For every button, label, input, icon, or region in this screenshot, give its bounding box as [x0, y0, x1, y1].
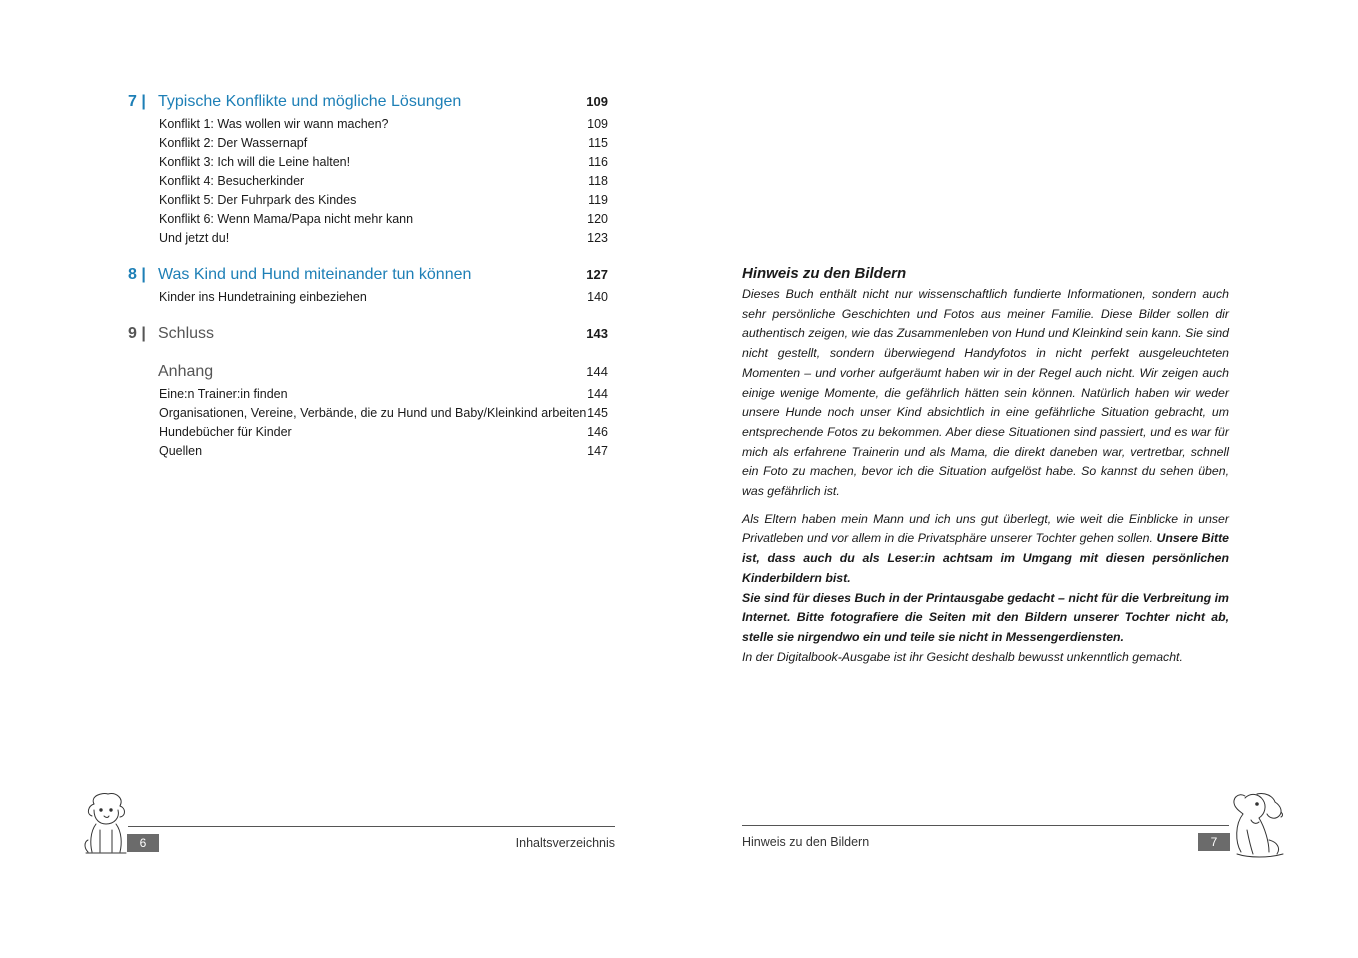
toc-entry-page: 118: [588, 174, 608, 188]
toc-entry-title: Konflikt 2: Der Wassernapf: [159, 136, 308, 150]
dog-sitting-icon: [80, 790, 132, 856]
toc-chapter-9[interactable]: [128, 325, 608, 347]
chapter-page: 109: [586, 94, 608, 109]
chapter-title: Was Kind und Hund miteinander tun können: [158, 266, 472, 283]
note-paragraph-3-bold: Sie sind für dieses Buch in der Printausgabe gedacht – nicht für die Verbreitung im Internet. Bitte fotografiere die Seiten mit den Bildern unserer Tochter nicht ab, stelle sie nirgendwo ein und teile sie nicht in Messengerdiensten.: [742, 590, 1229, 644]
page-number-badge: 7: [1198, 833, 1230, 851]
chapter-page: 143: [586, 326, 608, 341]
note-paragraph-2: [742, 510, 1229, 589]
toc-entry-page: 123: [587, 231, 608, 245]
toc-appendix[interactable]: [128, 363, 608, 461]
toc-entry-title: Kinder ins Hundetraining einbeziehen: [159, 290, 367, 304]
note-heading: Hinweis zu den Bildern: [742, 265, 907, 282]
note-paragraph-2-bold: Unsere Bitte ist, dass auch du als Leser:in achtsam im Umgang mit diesen persönlichen Kinderbildern bist.: [742, 531, 1230, 585]
toc-entry-page: 119: [588, 193, 608, 207]
toc-entry[interactable]: [159, 172, 608, 191]
page-number-badge: 6: [127, 834, 159, 852]
chapter-number: 7 |: [128, 93, 146, 110]
footer-rule: [742, 825, 1229, 826]
toc-entry[interactable]: [159, 153, 608, 172]
toc-entry-page: 140: [587, 290, 608, 304]
toc-entry-title: Hundebücher für Kinder: [159, 425, 292, 439]
toc-entry-title: Quellen: [159, 444, 203, 458]
toc-chapter-7[interactable]: [128, 93, 608, 248]
toc-entry[interactable]: [159, 210, 608, 229]
footer-rule: [128, 826, 615, 827]
running-footer-title: Hinweis zu den Bildern: [742, 835, 870, 849]
toc-entry[interactable]: [159, 191, 608, 210]
chapter-title: Typische Konflikte und mögliche Lösungen: [158, 93, 462, 110]
appendix-page: 144: [586, 364, 608, 379]
note-paragraph-4: In der Digitalbook-Ausgabe ist ihr Gesicht deshalb bewusst unkenntlich gemacht.: [742, 649, 1183, 664]
toc-entry[interactable]: [159, 115, 608, 134]
appendix-title: Anhang: [158, 363, 214, 380]
note-paragraph-2-plain: Als Eltern haben mein Mann und ich uns gut überlegt, wie weit die Einblicke in unser Privatleben und vor allem in die Privatsphäre unserer Tochter gehen sollen.: [742, 511, 1229, 546]
chapter-number: 8 |: [128, 266, 146, 283]
toc-entry-title: Und jetzt du!: [159, 231, 230, 245]
toc-entry[interactable]: [159, 404, 608, 423]
toc-entry-title: Eine:n Trainer:in finden: [159, 387, 288, 401]
toc-entry-page: 144: [587, 387, 608, 401]
toc-chapter-8[interactable]: [128, 266, 608, 307]
dog-puppy-icon: [1225, 790, 1287, 860]
chapter-number: 9 |: [128, 325, 146, 342]
toc-entry[interactable]: [159, 442, 608, 461]
image-note-section: [742, 264, 1229, 667]
toc-entry[interactable]: [159, 134, 608, 153]
note-paragraph-1: Dieses Buch enthält nicht nur wissenschaftlich fundierte Informationen, sondern auch sehr persönliche Geschichten und Fotos aus meiner Familie. Diese Bilder sollen dir authentisch zeigen, wie das Zusammenleben von Hund und Kleinkind sein kann. Sie sind nicht gestellt, sondern überwiegend Handyfotos in nicht perfekt ausgeleuchteten Momenten – und vorher aufgeräumt haben wir in der Regel auch nicht. Wir zeigen auch einige wenige Momente, die gefährlich hätten sein können. Natürlich haben wir weder unsere Hunde noch unser Kind absichtlich in eine gefährliche Situation gebracht, um entsprechende Fotos zu bekommen. Aber diese Situationen sind passiert, und es war für mich als erfahrene Trainerin und als Mama, die direkt daneben war, vertretbar, schnell ein Foto zu machen, bevor ich die Situation aufgelöst habe. So kannst du sehen üben, was gefährlich ist.: [742, 287, 1229, 499]
toc-entry[interactable]: [159, 423, 608, 442]
toc-entry-page: 115: [588, 136, 608, 150]
toc-entry-page: 147: [587, 444, 608, 458]
toc-entry-title: Konflikt 4: Besucherkinder: [159, 174, 305, 188]
toc-entry[interactable]: [159, 385, 608, 404]
toc-entry-page: 109: [587, 117, 608, 131]
chapter-title: Schluss: [158, 325, 215, 342]
toc-entry-page: 116: [588, 155, 608, 169]
toc-entry-title: Konflikt 1: Was wollen wir wann machen?: [159, 117, 389, 131]
toc-entry-title: Konflikt 6: Wenn Mama/Papa nicht mehr kann: [159, 212, 414, 226]
toc-entry-page: 120: [587, 212, 608, 226]
toc-entry[interactable]: [159, 288, 608, 307]
chapter-page: 127: [586, 267, 608, 282]
note-paragraph-3: [742, 589, 1229, 648]
running-footer-title: Inhaltsverzeichnis: [515, 836, 615, 850]
toc-entry-title: Konflikt 5: Der Fuhrpark des Kindes: [159, 193, 357, 207]
toc-entry[interactable]: [159, 229, 608, 248]
toc-entry-page: 145: [587, 406, 608, 420]
toc-entry-title: Organisationen, Vereine, Verbände, die zu Hund und Baby/Kleinkind arbeiten: [159, 406, 587, 420]
toc-entry-title: Konflikt 3: Ich will die Leine halten!: [159, 155, 351, 169]
right-page: [679, 0, 1358, 958]
toc-entry-page: 146: [587, 425, 608, 439]
